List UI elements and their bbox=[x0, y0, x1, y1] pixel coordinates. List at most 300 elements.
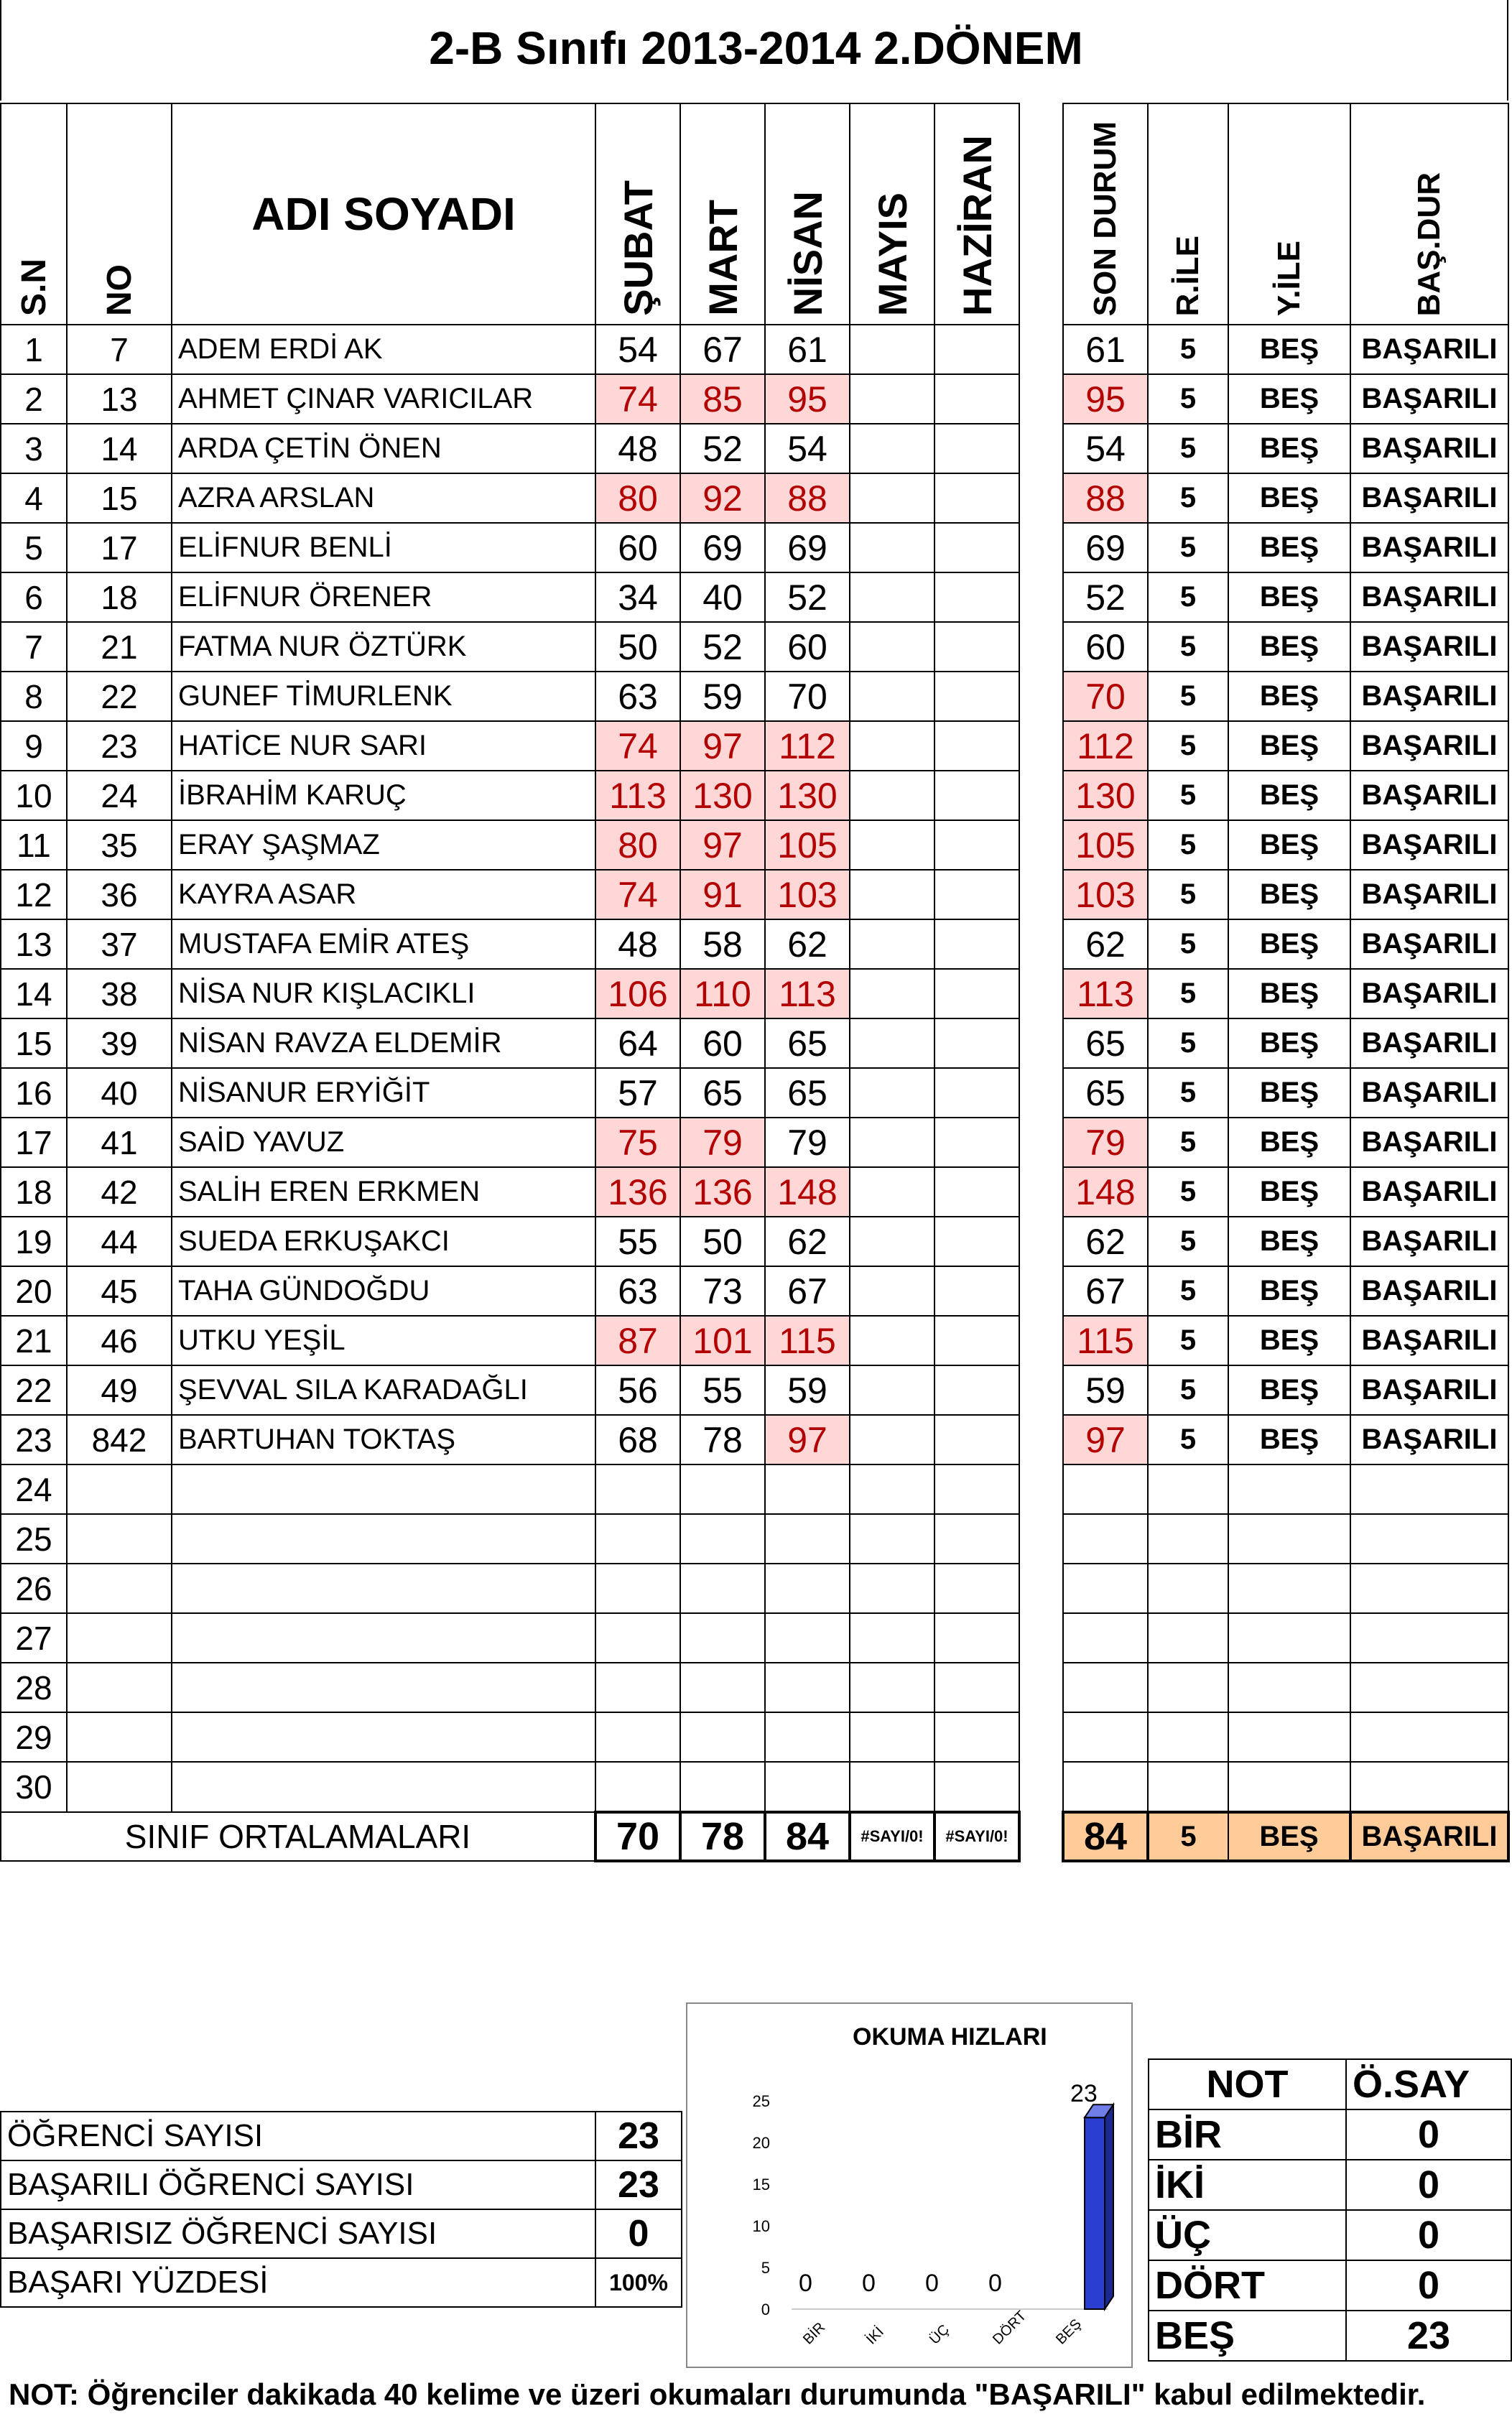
row-basdur bbox=[1350, 1712, 1508, 1762]
row-score: 69 bbox=[765, 523, 850, 572]
row-yile: BEŞ bbox=[1228, 1018, 1350, 1068]
row-score bbox=[850, 1266, 934, 1316]
row-no: 41 bbox=[67, 1118, 172, 1167]
row-basdur: BAŞARILI bbox=[1350, 1316, 1508, 1365]
row-score: 136 bbox=[680, 1167, 765, 1217]
row-yile: BEŞ bbox=[1228, 1167, 1350, 1217]
row-son-durum: 67 bbox=[1063, 1266, 1148, 1316]
row-rile bbox=[1148, 1514, 1228, 1564]
row-basdur bbox=[1350, 1762, 1508, 1812]
row-basdur: BAŞARILI bbox=[1350, 1068, 1508, 1118]
row-score: 69 bbox=[680, 523, 765, 572]
row-yile: BEŞ bbox=[1228, 572, 1350, 622]
row-no bbox=[67, 1663, 172, 1712]
row-sn: 6 bbox=[1, 572, 67, 622]
row-score bbox=[934, 1712, 1019, 1762]
row-score bbox=[934, 721, 1019, 771]
result-row bbox=[1063, 919, 1508, 969]
row-sn: 22 bbox=[1, 1365, 67, 1415]
row-rile bbox=[1148, 1464, 1228, 1514]
row-score bbox=[934, 820, 1019, 870]
row-son-durum bbox=[1063, 1464, 1148, 1514]
row-son-durum bbox=[1063, 1613, 1148, 1663]
result-row bbox=[1063, 473, 1508, 523]
result-row bbox=[1063, 870, 1508, 919]
table-row bbox=[1, 1514, 1019, 1564]
row-son-durum: 54 bbox=[1063, 424, 1148, 473]
row-basdur: BAŞARILI bbox=[1350, 1217, 1508, 1266]
row-score: 63 bbox=[595, 672, 680, 721]
stats-row bbox=[1, 2209, 682, 2258]
row-no: 21 bbox=[67, 622, 172, 672]
row-score: 48 bbox=[595, 919, 680, 969]
row-score: 74 bbox=[595, 721, 680, 771]
row-score: 57 bbox=[595, 1068, 680, 1118]
row-score bbox=[765, 1762, 850, 1812]
row-no: 842 bbox=[67, 1415, 172, 1464]
average-rile: 5 bbox=[1148, 1812, 1228, 1861]
row-name bbox=[172, 1464, 595, 1514]
row-rile: 5 bbox=[1148, 523, 1228, 572]
row-son-durum: 52 bbox=[1063, 572, 1148, 622]
stats-value: 23 bbox=[595, 2160, 682, 2209]
row-score: 48 bbox=[595, 424, 680, 473]
row-basdur: BAŞARILI bbox=[1350, 919, 1508, 969]
row-score: 62 bbox=[765, 1217, 850, 1266]
table-row bbox=[1, 1118, 1019, 1167]
row-sn: 25 bbox=[1, 1514, 67, 1564]
not-grade: BİR bbox=[1149, 2109, 1346, 2160]
header-yile: Y.İLE bbox=[1228, 103, 1350, 325]
grades-table bbox=[0, 103, 1021, 1862]
result-row bbox=[1063, 1068, 1508, 1118]
stats-row bbox=[1, 2258, 682, 2307]
row-basdur: BAŞARILI bbox=[1350, 622, 1508, 672]
row-score bbox=[680, 1663, 765, 1712]
row-basdur: BAŞARILI bbox=[1350, 572, 1508, 622]
row-score: 136 bbox=[595, 1167, 680, 1217]
row-no: 17 bbox=[67, 523, 172, 572]
result-row bbox=[1063, 1266, 1508, 1316]
row-sn: 17 bbox=[1, 1118, 67, 1167]
stats-row bbox=[1, 2112, 682, 2160]
not-row bbox=[1149, 2160, 1511, 2210]
chart-svg bbox=[687, 2004, 1131, 2367]
row-name: MUSTAFA EMİR ATEŞ bbox=[172, 919, 595, 969]
row-score: 74 bbox=[595, 374, 680, 424]
row-name: TAHA GÜNDOĞDU bbox=[172, 1266, 595, 1316]
row-sn: 10 bbox=[1, 771, 67, 820]
row-score: 110 bbox=[680, 969, 765, 1018]
table-row bbox=[1, 969, 1019, 1018]
row-score: 97 bbox=[680, 820, 765, 870]
row-score: 34 bbox=[595, 572, 680, 622]
row-basdur: BAŞARILI bbox=[1350, 1415, 1508, 1464]
average-son-durum: 84 bbox=[1063, 1812, 1148, 1861]
row-name bbox=[172, 1762, 595, 1812]
row-rile: 5 bbox=[1148, 1217, 1228, 1266]
row-score bbox=[934, 1217, 1019, 1266]
row-score: 80 bbox=[595, 473, 680, 523]
row-score bbox=[934, 1316, 1019, 1365]
row-score: 50 bbox=[680, 1217, 765, 1266]
row-score bbox=[850, 721, 934, 771]
not-count: 23 bbox=[1346, 2311, 1511, 2361]
table-row bbox=[1, 374, 1019, 424]
row-score bbox=[934, 1564, 1019, 1613]
row-score: 55 bbox=[595, 1217, 680, 1266]
row-score bbox=[595, 1712, 680, 1762]
row-rile: 5 bbox=[1148, 771, 1228, 820]
table-row bbox=[1, 771, 1019, 820]
result-row bbox=[1063, 572, 1508, 622]
row-score bbox=[765, 1564, 850, 1613]
not-grade: ÜÇ bbox=[1149, 2210, 1346, 2260]
result-row bbox=[1063, 1118, 1508, 1167]
row-no bbox=[67, 1762, 172, 1812]
not-count: 0 bbox=[1346, 2160, 1511, 2210]
table-row bbox=[1, 1663, 1019, 1712]
result-row bbox=[1063, 672, 1508, 721]
row-yile: BEŞ bbox=[1228, 771, 1350, 820]
row-rile: 5 bbox=[1148, 325, 1228, 374]
average-mayis: #SAYI/0! bbox=[850, 1812, 934, 1861]
row-score: 78 bbox=[680, 1415, 765, 1464]
row-rile: 5 bbox=[1148, 1018, 1228, 1068]
row-score bbox=[595, 1762, 680, 1812]
row-no: 18 bbox=[67, 572, 172, 622]
row-score: 59 bbox=[680, 672, 765, 721]
row-score bbox=[934, 1514, 1019, 1564]
table-row bbox=[1, 1068, 1019, 1118]
row-basdur: BAŞARILI bbox=[1350, 1167, 1508, 1217]
row-name bbox=[172, 1514, 595, 1564]
row-score bbox=[934, 1613, 1019, 1663]
row-basdur bbox=[1350, 1663, 1508, 1712]
row-name: HATİCE NUR SARI bbox=[172, 721, 595, 771]
row-score: 79 bbox=[765, 1118, 850, 1167]
table-row bbox=[1, 820, 1019, 870]
row-yile bbox=[1228, 1762, 1350, 1812]
row-score: 55 bbox=[680, 1365, 765, 1415]
result-row bbox=[1063, 1663, 1508, 1712]
row-basdur: BAŞARILI bbox=[1350, 523, 1508, 572]
row-score bbox=[850, 1762, 934, 1812]
row-sn: 20 bbox=[1, 1266, 67, 1316]
row-yile: BEŞ bbox=[1228, 325, 1350, 374]
row-basdur bbox=[1350, 1464, 1508, 1514]
row-name: SAİD YAVUZ bbox=[172, 1118, 595, 1167]
row-score: 113 bbox=[765, 969, 850, 1018]
row-score: 79 bbox=[680, 1118, 765, 1167]
table-row bbox=[1, 672, 1019, 721]
row-score bbox=[850, 1118, 934, 1167]
row-score: 101 bbox=[680, 1316, 765, 1365]
row-son-durum bbox=[1063, 1564, 1148, 1613]
row-basdur: BAŞARILI bbox=[1350, 870, 1508, 919]
row-name: FATMA NUR ÖZTÜRK bbox=[172, 622, 595, 672]
row-yile: BEŞ bbox=[1228, 1068, 1350, 1118]
row-score: 87 bbox=[595, 1316, 680, 1365]
row-basdur: BAŞARILI bbox=[1350, 1365, 1508, 1415]
stats-label: BAŞARI YÜZDESİ bbox=[1, 2258, 595, 2307]
average-nisan: 84 bbox=[765, 1812, 850, 1861]
row-score bbox=[850, 1217, 934, 1266]
result-row bbox=[1063, 1514, 1508, 1564]
row-score: 148 bbox=[765, 1167, 850, 1217]
data-label: 0 bbox=[925, 2270, 939, 2297]
row-score: 70 bbox=[765, 672, 850, 721]
row-score bbox=[934, 771, 1019, 820]
row-score: 106 bbox=[595, 969, 680, 1018]
row-no: 36 bbox=[67, 870, 172, 919]
table-row bbox=[1, 1217, 1019, 1266]
y-tick-label: 10 bbox=[752, 2217, 770, 2235]
row-score: 97 bbox=[680, 721, 765, 771]
osay-header: Ö.SAY bbox=[1346, 2059, 1511, 2109]
row-sn: 7 bbox=[1, 622, 67, 672]
table-row bbox=[1, 1266, 1019, 1316]
row-score: 95 bbox=[765, 374, 850, 424]
row-name: GUNEF TİMURLENK bbox=[172, 672, 595, 721]
row-son-durum bbox=[1063, 1712, 1148, 1762]
row-name: NİSANUR ERYİĞİT bbox=[172, 1068, 595, 1118]
row-rile: 5 bbox=[1148, 820, 1228, 870]
row-no: 46 bbox=[67, 1316, 172, 1365]
row-score: 92 bbox=[680, 473, 765, 523]
row-score: 88 bbox=[765, 473, 850, 523]
average-yile: BEŞ bbox=[1228, 1812, 1350, 1861]
row-yile: BEŞ bbox=[1228, 1217, 1350, 1266]
row-yile: BEŞ bbox=[1228, 1266, 1350, 1316]
x-tick-label: İKİ bbox=[863, 2324, 887, 2348]
row-son-durum: 97 bbox=[1063, 1415, 1148, 1464]
row-basdur: BAŞARILI bbox=[1350, 374, 1508, 424]
row-sn: 19 bbox=[1, 1217, 67, 1266]
row-score bbox=[595, 1663, 680, 1712]
row-score bbox=[934, 1464, 1019, 1514]
row-score bbox=[934, 1018, 1019, 1068]
bar-side bbox=[1105, 2104, 1113, 2309]
row-basdur: BAŞARILI bbox=[1350, 325, 1508, 374]
result-row bbox=[1063, 721, 1508, 771]
table-row bbox=[1, 622, 1019, 672]
result-row bbox=[1063, 1167, 1508, 1217]
row-score bbox=[850, 1068, 934, 1118]
header-nisan: NİSAN bbox=[765, 103, 850, 325]
row-score: 60 bbox=[680, 1018, 765, 1068]
not-row bbox=[1149, 2210, 1511, 2260]
row-basdur: BAŞARILI bbox=[1350, 424, 1508, 473]
row-rile: 5 bbox=[1148, 424, 1228, 473]
row-sn: 26 bbox=[1, 1564, 67, 1613]
row-yile bbox=[1228, 1712, 1350, 1762]
row-name: AHMET ÇINAR VARICILAR bbox=[172, 374, 595, 424]
row-name: AZRA ARSLAN bbox=[172, 473, 595, 523]
x-tick-label: BEŞ bbox=[1052, 2316, 1085, 2348]
row-score bbox=[680, 1514, 765, 1564]
row-rile bbox=[1148, 1613, 1228, 1663]
row-son-durum: 60 bbox=[1063, 622, 1148, 672]
row-son-durum: 148 bbox=[1063, 1167, 1148, 1217]
row-son-durum bbox=[1063, 1514, 1148, 1564]
row-rile: 5 bbox=[1148, 969, 1228, 1018]
not-grade: İKİ bbox=[1149, 2160, 1346, 2210]
row-score bbox=[850, 374, 934, 424]
row-score bbox=[934, 523, 1019, 572]
row-score bbox=[934, 1415, 1019, 1464]
table-row bbox=[1, 1167, 1019, 1217]
row-rile bbox=[1148, 1762, 1228, 1812]
reading-speed-chart bbox=[686, 2002, 1133, 2368]
row-sn: 18 bbox=[1, 1167, 67, 1217]
row-sn: 5 bbox=[1, 523, 67, 572]
result-row bbox=[1063, 1316, 1508, 1365]
row-sn: 15 bbox=[1, 1018, 67, 1068]
row-rile: 5 bbox=[1148, 1266, 1228, 1316]
row-sn: 8 bbox=[1, 672, 67, 721]
row-basdur: BAŞARILI bbox=[1350, 969, 1508, 1018]
data-label: 0 bbox=[799, 2270, 812, 2297]
table-row bbox=[1, 870, 1019, 919]
row-name: İBRAHİM KARUÇ bbox=[172, 771, 595, 820]
result-row bbox=[1063, 1613, 1508, 1663]
row-score bbox=[850, 523, 934, 572]
row-no bbox=[67, 1514, 172, 1564]
header-mart: MART bbox=[680, 103, 765, 325]
row-score bbox=[934, 622, 1019, 672]
row-name bbox=[172, 1613, 595, 1663]
row-score: 52 bbox=[680, 424, 765, 473]
row-no: 40 bbox=[67, 1068, 172, 1118]
row-score bbox=[934, 1068, 1019, 1118]
row-name: ELİFNUR ÖRENER bbox=[172, 572, 595, 622]
row-score bbox=[934, 325, 1019, 374]
row-son-durum: 105 bbox=[1063, 820, 1148, 870]
row-basdur bbox=[1350, 1613, 1508, 1663]
row-score bbox=[850, 1663, 934, 1712]
row-score bbox=[850, 1415, 934, 1464]
row-son-durum bbox=[1063, 1762, 1148, 1812]
row-score bbox=[765, 1514, 850, 1564]
row-score: 74 bbox=[595, 870, 680, 919]
row-yile: BEŞ bbox=[1228, 969, 1350, 1018]
row-score bbox=[850, 1712, 934, 1762]
row-rile: 5 bbox=[1148, 622, 1228, 672]
not-grade: DÖRT bbox=[1149, 2260, 1346, 2311]
row-name: KAYRA ASAR bbox=[172, 870, 595, 919]
table-row bbox=[1, 424, 1019, 473]
row-score: 85 bbox=[680, 374, 765, 424]
table-row bbox=[1, 1464, 1019, 1514]
row-basdur: BAŞARILI bbox=[1350, 672, 1508, 721]
row-basdur: BAŞARILI bbox=[1350, 1118, 1508, 1167]
row-son-durum: 115 bbox=[1063, 1316, 1148, 1365]
stats-value: 100% bbox=[595, 2258, 682, 2307]
table-row bbox=[1, 1712, 1019, 1762]
row-score: 130 bbox=[680, 771, 765, 820]
row-score bbox=[850, 1018, 934, 1068]
result-row bbox=[1063, 622, 1508, 672]
result-row bbox=[1063, 1564, 1508, 1613]
row-no bbox=[67, 1712, 172, 1762]
table-row bbox=[1, 1365, 1019, 1415]
row-no: 7 bbox=[67, 325, 172, 374]
row-rile: 5 bbox=[1148, 919, 1228, 969]
row-no bbox=[67, 1564, 172, 1613]
not-header: NOT bbox=[1149, 2059, 1346, 2109]
row-sn: 1 bbox=[1, 325, 67, 374]
row-score bbox=[850, 1365, 934, 1415]
row-no: 45 bbox=[67, 1266, 172, 1316]
table-row bbox=[1, 523, 1019, 572]
row-basdur: BAŞARILI bbox=[1350, 1266, 1508, 1316]
table-row bbox=[1, 1564, 1019, 1613]
row-score: 63 bbox=[595, 1266, 680, 1316]
row-sn: 3 bbox=[1, 424, 67, 473]
row-rile: 5 bbox=[1148, 473, 1228, 523]
row-no bbox=[67, 1464, 172, 1514]
result-row bbox=[1063, 1018, 1508, 1068]
row-rile: 5 bbox=[1148, 1365, 1228, 1415]
x-tick-label: BİR bbox=[799, 2319, 829, 2348]
footer-note: NOT: Öğrenciler dakikada 40 kelime ve üzeri okumaları durumunda "BAŞARILI" kabul edilmektedir. bbox=[9, 2377, 1426, 2411]
row-basdur: BAŞARILI bbox=[1350, 721, 1508, 771]
row-yile: BEŞ bbox=[1228, 870, 1350, 919]
row-score bbox=[680, 1712, 765, 1762]
row-son-durum: 62 bbox=[1063, 1217, 1148, 1266]
stats-label: BAŞARILI ÖĞRENCİ SAYISI bbox=[1, 2160, 595, 2209]
row-no: 37 bbox=[67, 919, 172, 969]
row-score bbox=[934, 919, 1019, 969]
header-sn: S.N bbox=[1, 103, 67, 325]
y-tick-label: 25 bbox=[752, 2092, 770, 2110]
row-yile: BEŞ bbox=[1228, 622, 1350, 672]
y-tick-label: 15 bbox=[752, 2176, 770, 2194]
row-no: 23 bbox=[67, 721, 172, 771]
row-score bbox=[680, 1613, 765, 1663]
row-score bbox=[680, 1564, 765, 1613]
result-row bbox=[1063, 820, 1508, 870]
row-score: 52 bbox=[680, 622, 765, 672]
row-yile: BEŞ bbox=[1228, 374, 1350, 424]
x-tick-label: DÖRT bbox=[989, 2308, 1030, 2348]
not-grade: BEŞ bbox=[1149, 2311, 1346, 2361]
table-row bbox=[1, 919, 1019, 969]
row-son-durum bbox=[1063, 1663, 1148, 1712]
row-score bbox=[595, 1564, 680, 1613]
table-row bbox=[1, 721, 1019, 771]
row-score bbox=[850, 473, 934, 523]
row-no: 35 bbox=[67, 820, 172, 870]
row-sn: 24 bbox=[1, 1464, 67, 1514]
row-sn: 29 bbox=[1, 1712, 67, 1762]
row-son-durum: 65 bbox=[1063, 1018, 1148, 1068]
row-son-durum: 65 bbox=[1063, 1068, 1148, 1118]
row-son-durum: 69 bbox=[1063, 523, 1148, 572]
result-row bbox=[1063, 1415, 1508, 1464]
row-score bbox=[934, 1266, 1019, 1316]
not-count: 0 bbox=[1346, 2109, 1511, 2160]
data-label: 0 bbox=[988, 2270, 1002, 2297]
result-row bbox=[1063, 325, 1508, 374]
row-score bbox=[595, 1613, 680, 1663]
table-row bbox=[1, 325, 1019, 374]
row-no: 49 bbox=[67, 1365, 172, 1415]
row-score: 97 bbox=[765, 1415, 850, 1464]
average-mart: 78 bbox=[680, 1812, 765, 1861]
header-basdur: BAŞ.DUR bbox=[1350, 103, 1508, 325]
